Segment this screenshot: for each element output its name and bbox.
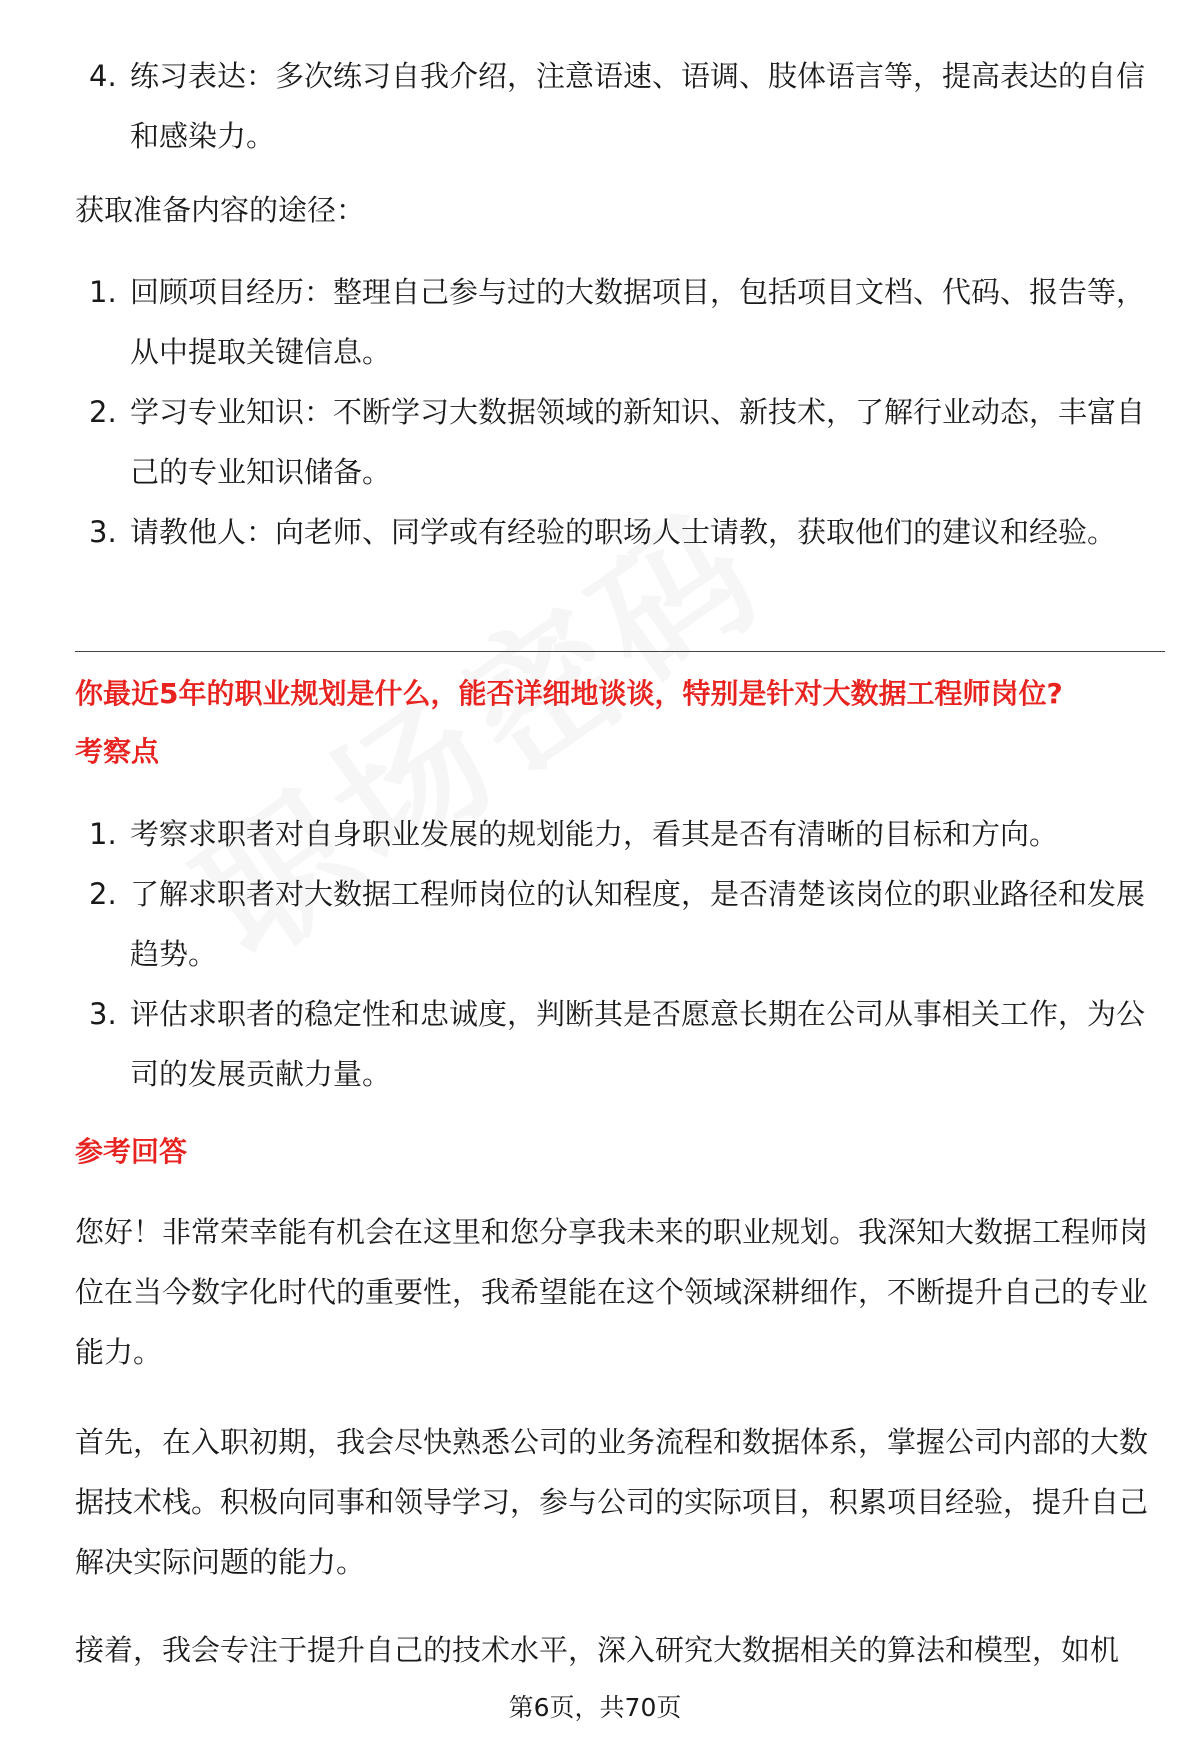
- list-text: 评估求职者的稳定性和忠诚度，判断其是否愿意长期在公司从事相关工作，为公司的发展贡献力量。: [130, 997, 1146, 1091]
- list-text: 学习专业知识：不断学习大数据领域的新知识、新技术，了解行业动态，丰富自己的专业知识储备。: [130, 395, 1146, 489]
- list-item: [75, 804, 1165, 864]
- list-number: 3.: [89, 997, 117, 1031]
- top-list: [75, 46, 1165, 166]
- list-item: [75, 46, 1165, 166]
- focus-list: [75, 804, 1165, 1104]
- list-text: 回顾项目经历：整理自己参与过的大数据项目，包括项目文档、代码、报告等，从中提取关键信息。: [130, 275, 1146, 369]
- list-number: 1.: [89, 275, 117, 309]
- list-number: 4.: [89, 59, 117, 93]
- list-item: [75, 502, 1165, 562]
- list-number: 3.: [89, 515, 117, 549]
- list-number: 1.: [89, 817, 117, 851]
- list-number: 2.: [89, 877, 117, 911]
- list-item: [75, 382, 1165, 502]
- focus-heading: 考察点: [75, 735, 160, 768]
- section-divider: [75, 651, 1165, 652]
- answer-heading: 参考回答: [75, 1135, 188, 1168]
- list-item: [75, 262, 1165, 382]
- list-text: 请教他人：向老师、同学或有经验的职场人士请教，获取他们的建议和经验。: [130, 515, 1117, 549]
- interview-question: 你最近5年的职业规划是什么，能否详细地谈谈，特别是针对大数据工程师岗位?: [75, 677, 1063, 710]
- list-number: 2.: [89, 395, 117, 429]
- answer-paragraph: 接着，我会专注于提升自己的技术水平，深入研究大数据相关的算法和模型，如机: [75, 1633, 1120, 1667]
- list-text: 考察求职者对自身职业发展的规划能力，看其是否有清晰的目标和方向。: [130, 817, 1059, 851]
- list-text: 练习表达：多次练习自我介绍，注意语速、语调、肢体语言等，提高表达的自信和感染力。: [130, 59, 1146, 153]
- list-text: 了解求职者对大数据工程师岗位的认知程度，是否清楚该岗位的职业路径和发展趋势。: [130, 877, 1146, 971]
- page-footer: 第6页，共70页: [508, 1693, 682, 1722]
- sources-list: [75, 262, 1165, 562]
- sources-heading: 获取准备内容的途径：: [75, 193, 366, 227]
- answer-paragraph: 首先，在入职初期，我会尽快熟悉公司的业务流程和数据体系，掌握公司内部的大数据技术栈。积极向同事和领导学习，参与公司的实际项目，积累项目经验，提升自己解决实际问题的能力。: [75, 1425, 1149, 1579]
- list-item: [75, 864, 1165, 984]
- answer-paragraph: 您好！非常荣幸能有机会在这里和您分享我未来的职业规划。我深知大数据工程师岗位在当今数字化时代的重要性，我希望能在这个领域深耕细作，不断提升自己的专业能力。: [75, 1215, 1149, 1369]
- list-item: [75, 984, 1165, 1104]
